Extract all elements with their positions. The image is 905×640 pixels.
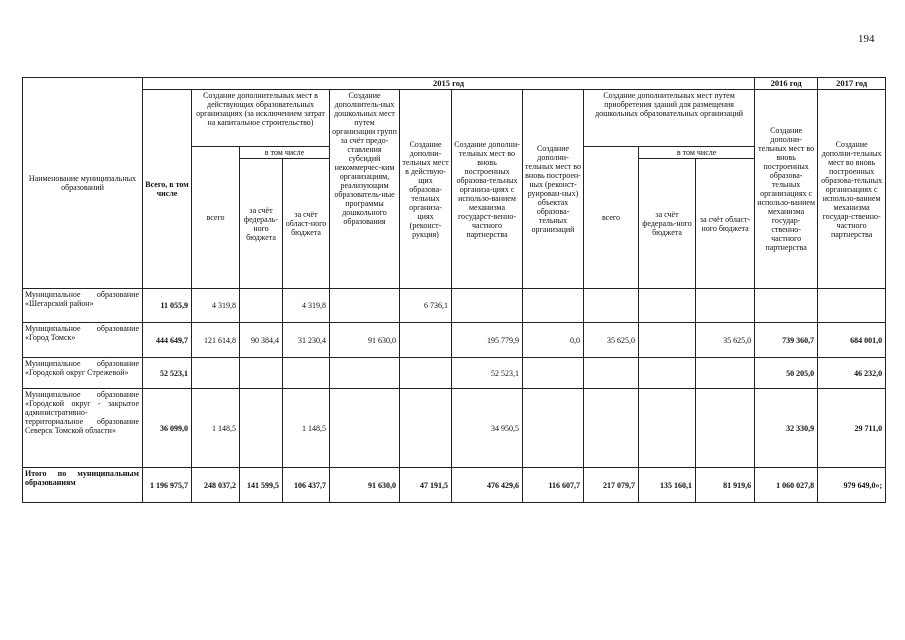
cell-g2-all: 217 079,7 — [584, 468, 639, 503]
cell-g2-all: 35 625,0 — [584, 323, 639, 358]
header-new-built: Создание дополни-тельных мест во вновь построен-ных (реконст-руирован-ных) объектах образова-тельных организаций — [523, 90, 584, 289]
cell-g1-reg — [283, 358, 330, 389]
header-year-2016: 2016 год — [755, 78, 818, 90]
cell-non-state — [330, 358, 400, 389]
cell-g1-all: 1 148,5 — [192, 389, 240, 468]
cell-reconstr — [400, 389, 452, 468]
cell-2017: 684 001,0 — [818, 323, 886, 358]
cell-g2-fed — [639, 289, 696, 323]
cell-g1-fed — [240, 289, 283, 323]
cell-g1-all: 4 319,8 — [192, 289, 240, 323]
header-name-col: Наименование муниципальных образований — [23, 78, 143, 289]
cell-reconstr — [400, 358, 452, 389]
cell-total: 11 055,9 — [143, 289, 192, 323]
header-group1: Создание дополнительных мест в действующих образовательных организациях (за исключением затрат на капитальное строительство) — [192, 90, 330, 147]
header-year-2017: 2017 год — [818, 78, 886, 90]
cell-2017 — [818, 289, 886, 323]
cell-total: 36 099,0 — [143, 389, 192, 468]
cell-2017: 979 649,0»; — [818, 468, 886, 503]
header-ppp-2017: Создание дополни-тельных мест во вновь построенных образова-тельных организациях с использо-ванием механизма государ-ственно-частного партнерства — [818, 90, 886, 289]
table-row-total — [23, 468, 886, 503]
table-row — [23, 358, 886, 389]
header-non-state: Создание дополнитель-ных дошкольных мест путем организации групп за счёт предо-ставления субсидий некоммерчес-ким организациям, реализующим образователь-ные программы дошкольного образования — [330, 90, 400, 289]
cell-reconstr: 6 736,1 — [400, 289, 452, 323]
row-name: Муниципальное образование «Городской округ Стрежевой» — [23, 358, 143, 389]
cell-g1-reg: 106 437,7 — [283, 468, 330, 503]
cell-non-state: 91 630,0 — [330, 323, 400, 358]
cell-g1-reg: 31 230,4 — [283, 323, 330, 358]
cell-g2-reg — [696, 389, 755, 468]
header-g2-reg: за счёт област-ного бюджета — [696, 159, 755, 289]
header-reconstr: Создание дополни-тельных мест в действую-щих образова-тельных организа-циях (реконст-рукция) — [400, 90, 452, 289]
header-g2-all: всего — [584, 147, 639, 289]
cell-reconstr: 47 191,5 — [400, 468, 452, 503]
cell-total: 52 523,1 — [143, 358, 192, 389]
cell-ppp-2015: 195 779,9 — [452, 323, 523, 358]
cell-2016 — [755, 289, 818, 323]
table-row — [23, 323, 886, 358]
cell-g1-fed — [240, 389, 283, 468]
budget-table — [22, 77, 886, 503]
cell-new-built: 0,0 — [523, 323, 584, 358]
cell-ppp-2015: 476 429,6 — [452, 468, 523, 503]
cell-total: 444 649,7 — [143, 323, 192, 358]
cell-2017: 29 711,0 — [818, 389, 886, 468]
cell-g1-all — [192, 358, 240, 389]
cell-g2-fed — [639, 323, 696, 358]
cell-2017: 46 232,0 — [818, 358, 886, 389]
cell-g1-reg: 4 319,8 — [283, 289, 330, 323]
header-g1-sub: в том числе — [240, 147, 330, 159]
table-row — [23, 389, 886, 468]
header-ppp-2015: Создание дополни-тельных мест во вновь построенных образова-тельных организа-циях с использо-ванием механизма государст-венно-частного партнерства — [452, 90, 523, 289]
cell-g2-reg: 81 919,6 — [696, 468, 755, 503]
cell-ppp-2015: 34 950,5 — [452, 389, 523, 468]
header-g1-fed: за счёт федераль-ного бюджета — [240, 159, 283, 289]
header-g1-all: всего — [192, 147, 240, 289]
cell-new-built — [523, 358, 584, 389]
cell-g2-all — [584, 358, 639, 389]
cell-2016: 1 060 027,8 — [755, 468, 818, 503]
row-name: Муниципальное образование «Город Томск» — [23, 323, 143, 358]
cell-new-built — [523, 389, 584, 468]
header-year-2015: 2015 год — [143, 78, 755, 90]
cell-g2-reg — [696, 289, 755, 323]
header-ppp-2016: Создание дополни-тельных мест во вновь построенных образова-тельных организациях с использо-ванием механизма государ-ственно-частного партнерства — [755, 90, 818, 289]
cell-g1-all: 248 037,2 — [192, 468, 240, 503]
cell-reconstr — [400, 323, 452, 358]
cell-g1-fed: 141 599,5 — [240, 468, 283, 503]
cell-g2-fed: 135 160,1 — [639, 468, 696, 503]
cell-g2-fed — [639, 358, 696, 389]
cell-g2-all — [584, 289, 639, 323]
cell-ppp-2015: 52 523,1 — [452, 358, 523, 389]
header-g2-fed: за счёт федераль-ного бюджета — [639, 159, 696, 289]
header-g2-sub: в том числе — [639, 147, 755, 159]
cell-g1-all: 121 614,8 — [192, 323, 240, 358]
cell-ppp-2015 — [452, 289, 523, 323]
header-group2: Создание дополнительных мест путем приобретения зданий для размещения дошкольных образовательных организаций — [584, 90, 755, 147]
cell-g2-all — [584, 389, 639, 468]
row-name: Муниципальное образование «Городской округ - закрытое административно-территориальное образование Северск Томской области» — [23, 389, 143, 468]
cell-new-built — [523, 289, 584, 323]
header-total-col: Всего, в том числе — [143, 90, 192, 289]
cell-new-built: 116 607,7 — [523, 468, 584, 503]
cell-g2-reg: 35 625,0 — [696, 323, 755, 358]
cell-total: 1 196 975,7 — [143, 468, 192, 503]
cell-g1-fed: 90 384,4 — [240, 323, 283, 358]
row-name: Муниципальное образование «Шегарский район» — [23, 289, 143, 323]
cell-g1-reg: 1 148,5 — [283, 389, 330, 468]
row-name: Итого по муниципальным образованиям — [23, 468, 143, 503]
page-number: 194 — [858, 33, 875, 45]
cell-2016: 739 360,7 — [755, 323, 818, 358]
table-row — [23, 289, 886, 323]
cell-g2-fed — [639, 389, 696, 468]
cell-g1-fed — [240, 358, 283, 389]
cell-2016: 32 330,9 — [755, 389, 818, 468]
header-g1-reg: за счёт област-ного бюджета — [283, 159, 330, 289]
cell-2016: 50 205,0 — [755, 358, 818, 389]
cell-g2-reg — [696, 358, 755, 389]
cell-non-state — [330, 289, 400, 323]
cell-non-state — [330, 389, 400, 468]
cell-non-state: 91 630,0 — [330, 468, 400, 503]
